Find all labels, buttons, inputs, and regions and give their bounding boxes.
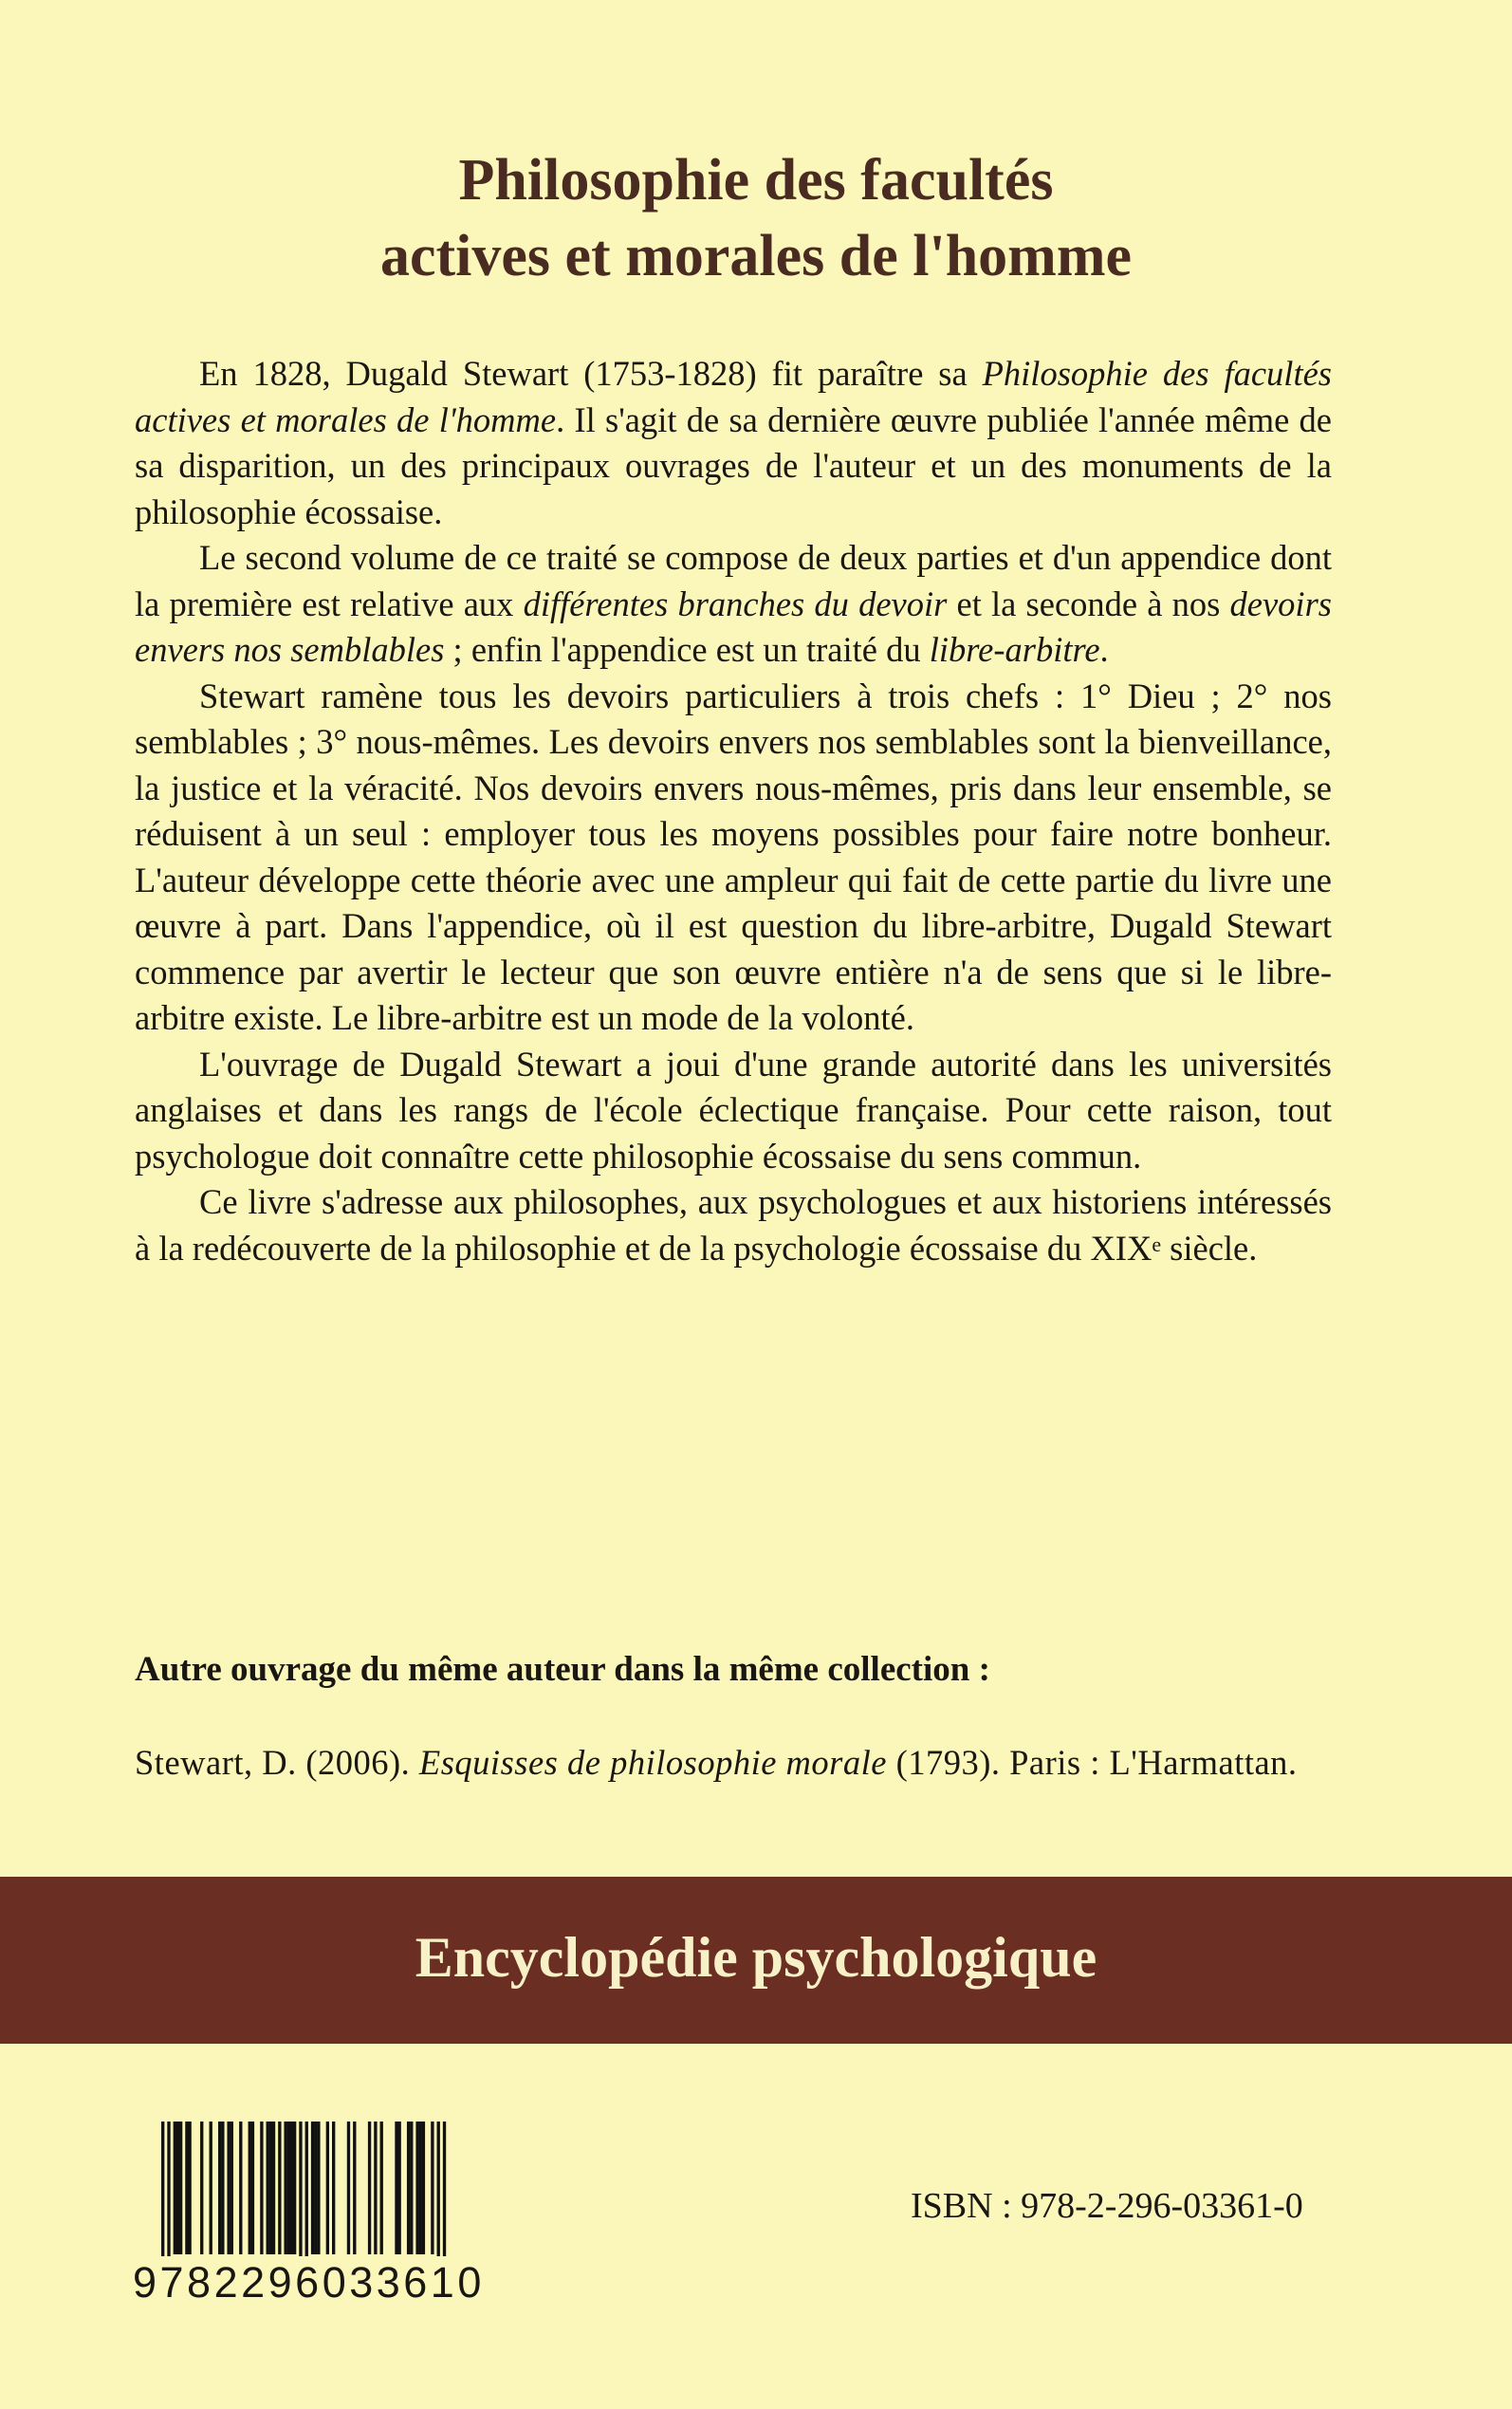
- other-works-heading: Autre ouvrage du même auteur dans la même collection :: [135, 1650, 990, 1689]
- barcode-bar: [311, 2122, 314, 2254]
- barcode-bar: [284, 2122, 286, 2254]
- barcode-bar: [174, 2122, 176, 2254]
- barcode-bar: [380, 2122, 383, 2254]
- barcode-bar: [332, 2122, 335, 2254]
- barcode-bar: [260, 2122, 263, 2254]
- paragraph-1: En 1828, Dugald Stewart (1753-1828) fit paraître sa Philosophie des facultés actives et morales de l'homme. Il s'agit de sa dernière œuvre publiée l'année même de sa disparition, un des principaux ouvrages de l'auteur et un des monuments de la philosophie écossaise.: [135, 354, 1332, 531]
- other-work-reference: Stewart, D. (2006). Esquisses de philosophie morale (1793). Paris : L'Harmattan.: [135, 1743, 1298, 1782]
- barcode-bar: [305, 2122, 308, 2266]
- barcode-bar: [410, 2122, 413, 2254]
- barcode-bars: [133, 2122, 455, 2266]
- barcode-bar: [249, 2122, 251, 2254]
- barcode-bar: [251, 2122, 254, 2254]
- book-title: [0, 142, 1512, 294]
- barcode-bar: [374, 2122, 377, 2254]
- barcode-bar: [353, 2122, 356, 2254]
- barcode: [120, 2118, 485, 2315]
- barcode-bar: [314, 2122, 317, 2254]
- barcode-digits: 9782296033610: [133, 2256, 455, 2309]
- paragraph-2: Le second volume de ce traité se compose de deux parties et d'un appendice dont la première est relative aux différentes branches du devoir et la seconde à nos devoirs envers nos semblables ; enfin l'appendice est un traité du libre-arbitre.: [135, 538, 1332, 669]
- isbn: ISBN : 978-2-296-03361-0: [911, 2186, 1303, 2226]
- barcode-bar: [317, 2122, 320, 2254]
- paragraph-5: Ce livre s'adresse aux philosophes, aux psychologues et aux historiens intéressés à la redécouverte de la philosophie et de la psychologie écossaise du XIXe siècle.: [135, 1182, 1332, 1268]
- barcode-bar: [230, 2122, 233, 2254]
- title-line-2: actives et morales de l'homme: [380, 224, 1132, 288]
- barcode-bar: [227, 2122, 230, 2254]
- barcode-bar: [278, 2122, 281, 2254]
- collection-name: Encyclopédie psychologique: [415, 1926, 1097, 1989]
- barcode-bar: [407, 2122, 410, 2254]
- barcode-bar: [176, 2122, 179, 2254]
- barcode-bar: [395, 2122, 397, 2254]
- description: [135, 351, 1332, 1271]
- barcode-bar: [161, 2122, 164, 2266]
- barcode-bar: [415, 2122, 418, 2254]
- barcode-bar: [287, 2122, 290, 2254]
- barcode-bar: [419, 2122, 422, 2254]
- barcode-bar: [347, 2122, 350, 2254]
- barcode-bar: [368, 2122, 371, 2254]
- barcode-bar: [218, 2122, 221, 2254]
- barcode-bar: [290, 2122, 293, 2254]
- barcode-bar: [200, 2122, 203, 2254]
- barcode-bar: [185, 2122, 188, 2254]
- barcode-bar: [269, 2122, 272, 2254]
- barcode-bar: [397, 2122, 400, 2254]
- barcode-bar: [267, 2122, 269, 2254]
- barcode-bar: [179, 2122, 182, 2254]
- barcode-bar: [326, 2122, 329, 2254]
- barcode-bar: [293, 2122, 296, 2254]
- barcode-bar: [167, 2122, 170, 2266]
- barcode-bar: [210, 2122, 212, 2254]
- title-line-1: Philosophie des facultés: [458, 148, 1054, 213]
- barcode-bar: [239, 2122, 242, 2254]
- barcode-bar: [272, 2122, 275, 2254]
- barcode-bar: [188, 2122, 191, 2254]
- collection-band: [0, 1877, 1512, 2044]
- barcode-bar: [221, 2122, 224, 2254]
- barcode-bar: [422, 2122, 425, 2254]
- barcode-bar: [431, 2122, 433, 2254]
- barcode-bar: [443, 2122, 446, 2266]
- barcode-bar: [437, 2122, 440, 2266]
- paragraph-3: Stewart ramène tous les devoirs particuliers à trois chefs : 1° Dieu ; 2° nos semblables ; 3° nous-mêmes. Les devoirs envers nos semblables sont la bienveillance, la justice et la véracité. Nos devoirs envers nous-mêmes, pris dans leur ensemble, se réduisent à un seul : employer tous les moyens possibles pour faire notre bonheur. L'auteur développe cette théorie avec une ampleur qui fait de cette partie du livre une œuvre à part. Dans l'appendice, où il est question du libre-arbitre, Dugald Stewart commence par avertir le lecteur que son œuvre entière n'a de sens que si le libre-arbitre existe. Le libre-arbitre est un mode de la volonté.: [135, 676, 1332, 1037]
- barcode-bar: [299, 2122, 302, 2266]
- paragraph-4: L'ouvrage de Dugald Stewart a joui d'une grande autorité dans les universités anglaises et dans les rangs de l'école éclectique française. Pour cette raison, tout psychologue doit connaître cette philosophie écossaise du sens commun.: [135, 1044, 1332, 1176]
